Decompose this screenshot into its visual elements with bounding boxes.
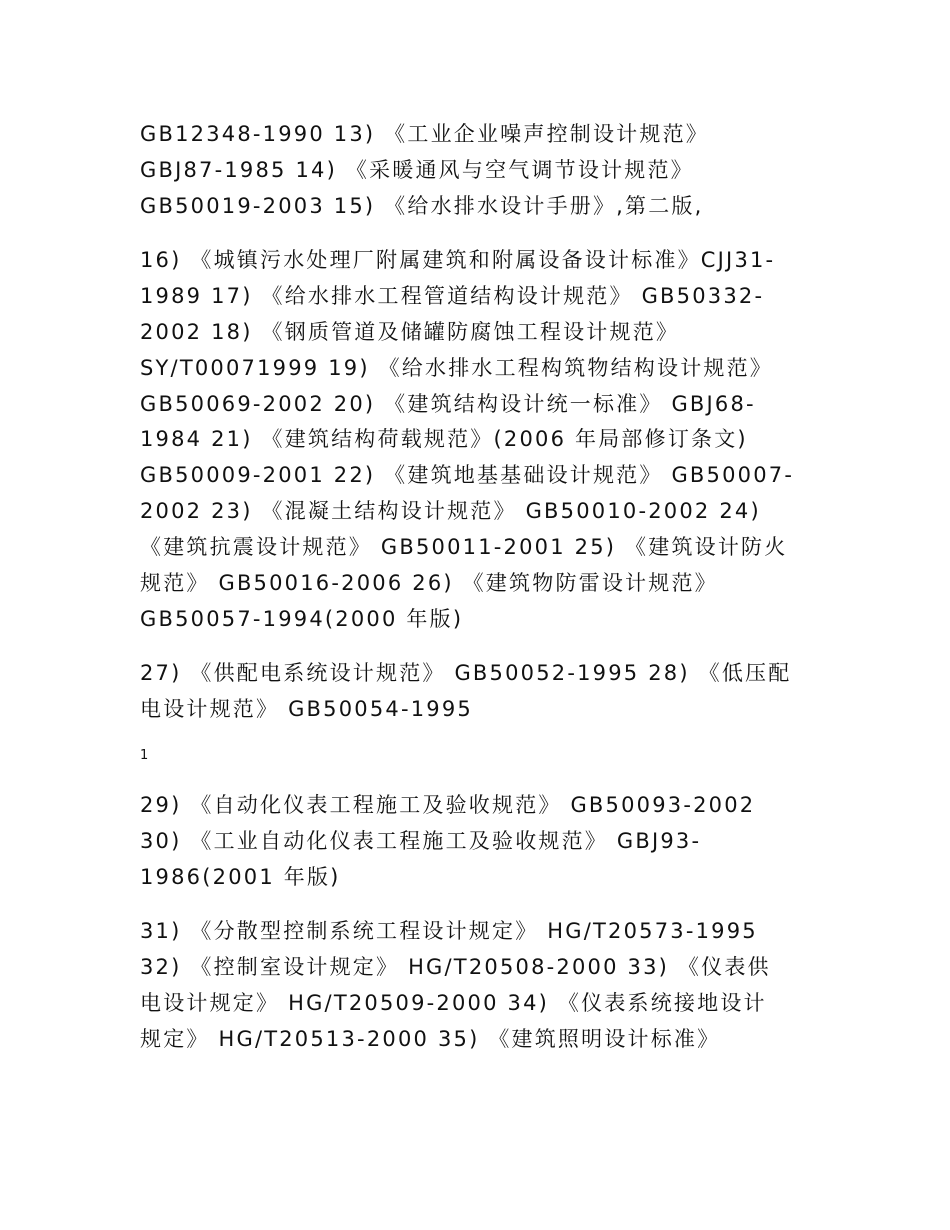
text-line: 电设计规范》 GB50054-1995 [140,697,473,721]
text-line: SY/T00071999 19) 《给水排水工程构筑物结构设计规范》 [140,356,774,380]
text-line: 1989 17) 《给水排水工程管道结构设计规范》 GB50332- [140,284,765,308]
text-line: 《建筑抗震设计规范》 GB50011-2001 25) 《建筑设计防火 [140,535,788,559]
page-number: 1 [140,748,149,763]
text-line: 1984 21) 《建筑结构荷载规范》(2006 年局部修订条文) [140,427,748,451]
text-line: 32) 《控制室设计规定》 HG/T20508-2000 33) 《仪表供 [140,955,771,979]
text-line: 规定》 HG/T20513-2000 35) 《建筑照明设计标准》 [140,1027,721,1051]
text-line: 16) 《城镇污水处理厂附属建筑和附属设备设计标准》CJJ31- [140,248,776,272]
text-line: GB12348-1990 13) 《工业企业噪声控制设计规范》 [140,122,709,146]
text-line: 2002 23) 《混凝土结构设计规范》 GB50010-2002 24) [140,499,761,523]
text-line: 规范》 GB50016-2006 26) 《建筑物防雷设计规范》 [140,571,718,595]
text-line: 电设计规定》 HG/T20509-2000 34) 《仪表系统接地设计 [140,991,767,1015]
text-line: GB50069-2002 20) 《建筑结构设计统一标准》 GBJ68- [140,392,756,416]
text-line: 1986(2001 年版) [140,865,341,889]
text-line: GB50009-2001 22) 《建筑地基基础设计规范》 GB50007- [140,463,795,487]
text-line: 31) 《分散型控制系统工程设计规定》 HG/T20573-1995 [140,919,758,943]
text-line: GB50057-1994(2000 年版) [140,607,464,631]
text-line: 29) 《自动化仪表工程施工及验收规范》 GB50093-2002 [140,793,756,817]
text-line: 2002 18) 《钢质管道及储罐防腐蚀工程设计规范》 [140,320,680,344]
text-line: 30) 《工业自动化仪表工程施工及验收规范》 GBJ93- [140,829,702,853]
text-line: GBJ87-1985 14) 《采暖通风与空气调节设计规范》 [140,158,694,182]
text-line: GB50019-2003 15) 《给水排水设计手册》,第二版, [140,194,704,218]
text-line: 27) 《供配电系统设计规范》 GB50052-1995 28) 《低压配 [140,661,792,685]
